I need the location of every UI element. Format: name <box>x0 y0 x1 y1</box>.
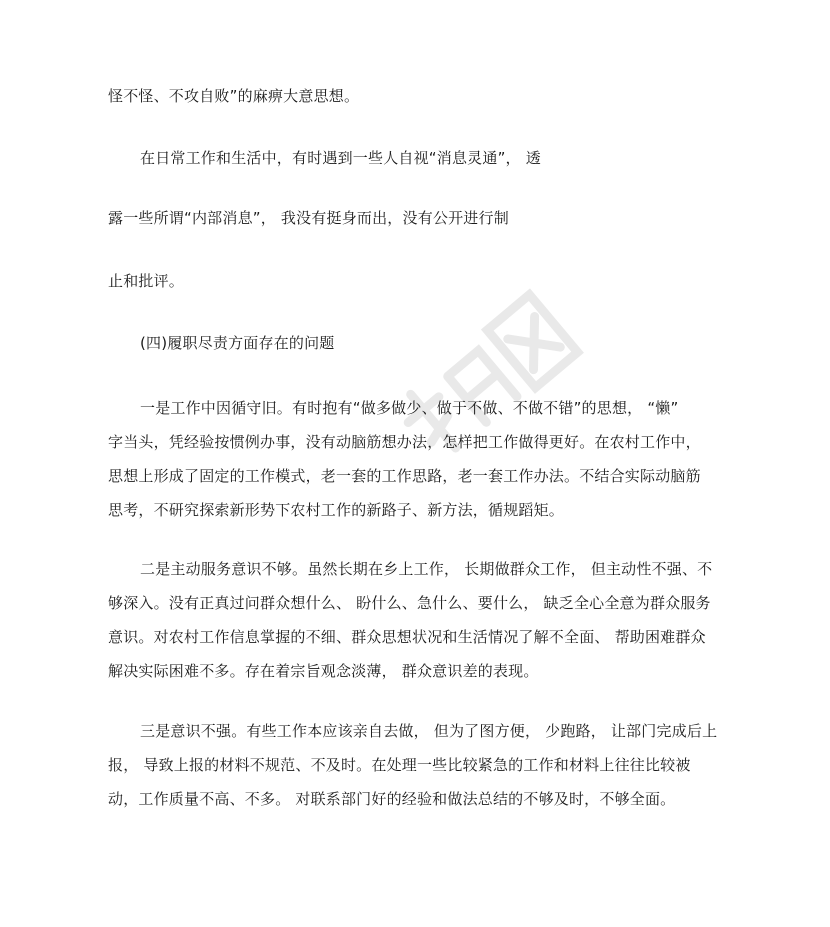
paragraph-1-line: 一是工作中因循守旧。有时抱有“做多做少、做于不做、不做不错”的思想， “懒” <box>140 399 679 417</box>
paragraph-2-line: 二是主动服务意识不够。虽然长期在乡上工作， 长期做群众工作， 但主动性不强、不 <box>140 560 713 578</box>
paragraph-3-line: 报， 导致上报的材料不规范、不及时。在处理一些比较紧急的工作和材料上往往比较被 <box>108 756 691 774</box>
paragraph-1-line: 思考，不研究探索新形势下农村工作的新路子、新方法，循规蹈矩。 <box>108 501 565 519</box>
paragraph-1-line: 字当头，凭经验按惯例办事，没有动脑筋想办法，怎样把工作做得更好。在农村工作中， <box>108 433 701 451</box>
paragraph-1-line: 思想上形成了固定的工作模式，老一套的工作思路，老一套工作办法。不结合实际动脑筋 <box>108 467 701 485</box>
paragraph-1 <box>108 391 708 527</box>
text-line-3: 露一些所谓“内部消息”， 我没有挺身而出，没有公开进行制 <box>108 209 509 227</box>
paragraph-3-line: 三是意识不强。有些工作本应该亲自去做， 但为了图方便， 少跑路， 让部门完成后上 <box>140 722 718 740</box>
paragraph-2-line: 够深入。没有正真过问群众想什么、 盼什么、急什么、要什么， 缺乏全心全意为群众服务 <box>108 594 711 612</box>
paragraph-2-line: 解决实际困难不多。存在着宗旨观念淡薄， 群众意识差的表现。 <box>108 662 539 680</box>
paragraph-3-line: 动，工作质量不高、不多。 对联系部门好的经验和做法总结的不够及时，不够全面。 <box>108 790 676 808</box>
paragraph-2-line: 意识。对农村工作信息掌握的不细、群众思想状况和生活情况了解不全面、 帮助困难群众 <box>108 628 706 646</box>
text-line-1: 怪不怪、不攻自败”的麻痹大意思想。 <box>108 87 360 105</box>
text-line-2: 在日常工作和生活中，有时遇到一些人自视“消息灵通”， 透 <box>140 149 541 167</box>
paragraph-2 <box>108 552 713 688</box>
section-heading: (四)履职尽责方面存在的问题 <box>140 334 335 352</box>
text-line-4: 止和批评。 <box>108 272 185 290</box>
paragraph-3 <box>108 714 718 816</box>
